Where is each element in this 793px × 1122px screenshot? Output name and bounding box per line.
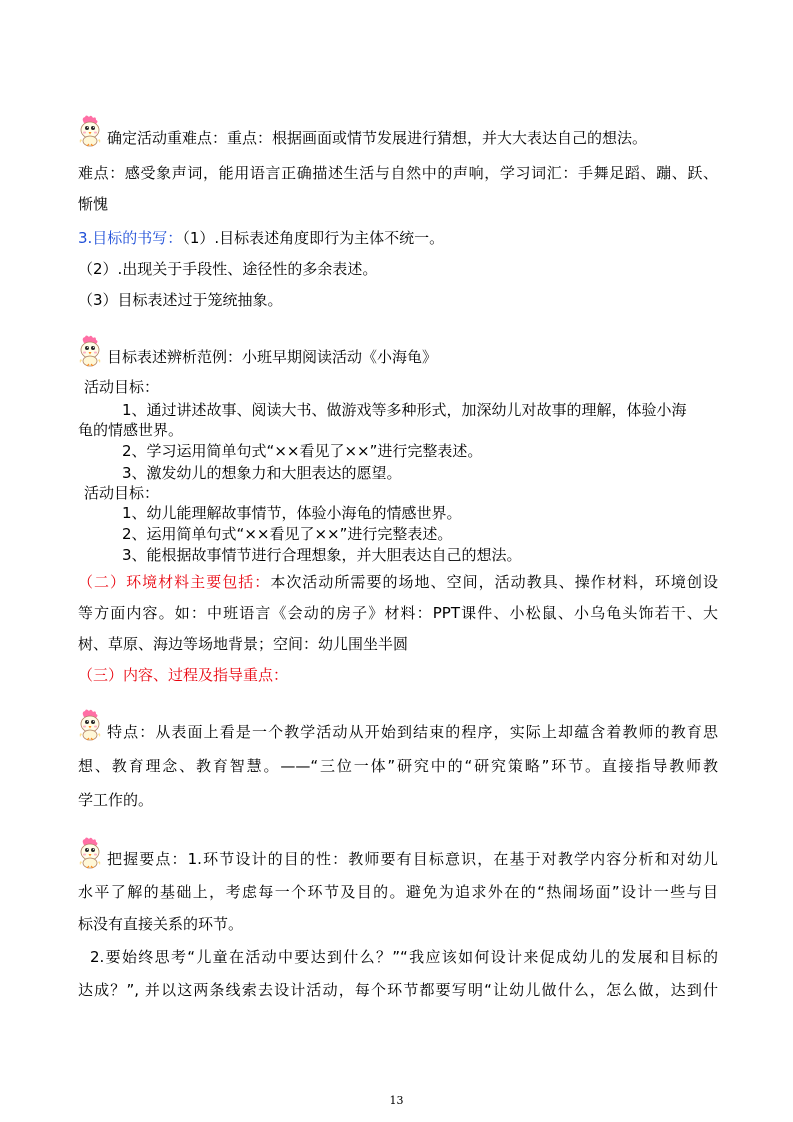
difficulty-line-1: 难点：感受象声词，能用语言正确描述生活与自然中的声响，学习词汇：手舞足蹈、蹦、跃、 — [78, 164, 718, 182]
goal-writing-label: 3.目标的书写： — [78, 229, 183, 247]
page-number: 13 — [389, 1094, 404, 1107]
chick-mascot-icon — [77, 113, 105, 147]
key-points-line-3: 标没有直接关系的环节。 — [78, 915, 244, 933]
goals-b-label: 活动目标： — [84, 484, 160, 502]
materials-line-3: 树、草原、海边等场地背景；空间：幼儿围坐半圆 — [78, 635, 409, 653]
goals-b-2: 2、运用简单句式“××看见了××”进行完整表述。 — [122, 525, 453, 543]
features-line-3: 学工作的。 — [78, 791, 154, 809]
chick-mascot-icon — [77, 333, 105, 367]
goal-writing-item-3: （3）目标表述过于笼统抽象。 — [78, 291, 283, 309]
materials-label: （二）环境材料主要包括： — [78, 573, 271, 591]
point-2-line-2: 达成？”, 并以这两条线索去设计活动，每个环节都要写明“让幼儿做什么，怎么做，达到什 — [78, 981, 718, 999]
goals-a-1-line-1: 1、通过讲述故事、阅读大书、做游戏等多种形式，加深幼儿对故事的理解，体验小海 — [122, 401, 687, 419]
difficulty-line-2: 惭愧 — [78, 195, 109, 213]
goals-a-1-line-2: 龟的情感世界。 — [78, 421, 184, 439]
goal-writing-item-1: （1）.目标表述角度即行为主体不统一。 — [182, 229, 445, 247]
goals-a-2: 2、学习运用简单句式“××看见了××”进行完整表述。 — [122, 442, 483, 460]
key-difficulty-line: 确定活动重难点：重点：根据画面或情节发展进行猜想，并大大表达自己的想法。 — [107, 129, 648, 147]
features-line-2: 想、教育理念、教育智慧。——“三位一体”研究中的“研究策略”环节。直接指导教师教 — [78, 757, 718, 775]
features-line-1: 特点：从表面上看是一个教学活动从开始到结束的程序，实际上却蕴含着教师的教育思 — [107, 723, 718, 741]
goals-a-3: 3、激发幼儿的想象力和大胆表达的愿望。 — [122, 464, 402, 482]
goals-b-3: 3、能根据故事情节进行合理想象，并大胆表达自己的想法。 — [122, 546, 522, 564]
key-points-line-1: 把握要点：1.环节设计的目的性：教师要有目标意识，在基于对教学内容分析和对幼儿 — [107, 850, 718, 868]
materials-line-1 — [78, 572, 718, 592]
content-process-heading: （三）内容、过程及指导重点： — [78, 666, 289, 684]
chick-mascot-icon — [77, 707, 105, 741]
goal-writing-item-2: （2）.出现关于手段性、途径性的多余表述。 — [78, 260, 378, 278]
key-points-line-2: 水平了解的基础上，考虑每一个环节及目的。避免为追求外在的“热闹场面”设计一些与目 — [78, 883, 718, 901]
goals-a-label: 活动目标： — [84, 378, 160, 396]
goals-b-1: 1、幼儿能理解故事情节，体验小海龟的情感世界。 — [122, 504, 462, 522]
chick-mascot-icon — [77, 835, 105, 869]
example-title: 目标表述辨析范例：小班早期阅读活动《小海龟》 — [107, 348, 438, 366]
materials-line-1-text: 本次活动所需要的场地、空间，活动教具、操作材料，环境创设 — [270, 573, 718, 591]
goal-writing-heading — [78, 228, 444, 248]
materials-line-2: 等方面内容。如：中班语言《会动的房子》材料：PPT课件、小松鼠、小乌龟头饰若干、大 — [78, 604, 718, 622]
point-2-line-1: 2.要始终思考“儿童在活动中要达到什么？”“我应该如何设计来促成幼儿的发展和目标的 — [90, 948, 718, 966]
